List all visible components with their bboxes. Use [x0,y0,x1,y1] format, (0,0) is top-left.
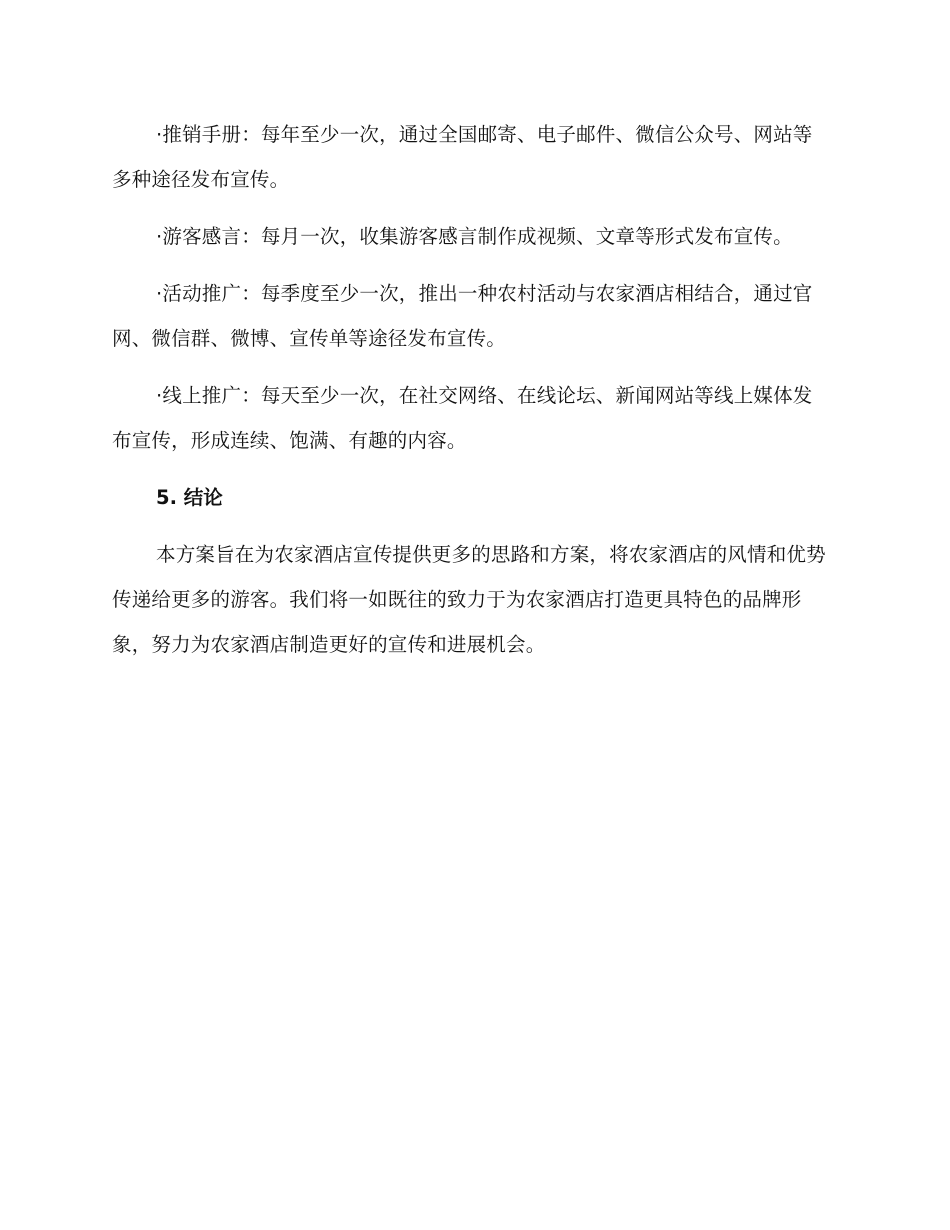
bullet-brochure: ·推销手册：每年至少一次，通过全国邮寄、电子邮件、微信公众号、网站等多种途径发布宣传。 [112,123,813,191]
bullet-online-promotion: ·线上推广：每天至少一次，在社交网络、在线论坛、新闻网站等线上媒体发布宣传，形成连续、饱满、有趣的内容。 [112,384,813,452]
bullet-event-promotion: ·活动推广：每季度至少一次，推出一种农村活动与农家酒店相结合，通过官网、微信群、微博、宣传单等途径发布宣传。 [112,282,813,350]
document-page [112,112,832,667]
conclusion-paragraph: 本方案旨在为农家酒店宣传提供更多的思路和方案，将农家酒店的风情和优势传递给更多的游客。我们将一如既往的致力于为农家酒店打造更具特色的品牌形象，努力为农家酒店制造更好的宣传和进展机会。 [112,543,826,656]
bullet-testimonials: ·游客感言：每月一次，收集游客感言制作成视频、文章等形式发布宣传。 [156,225,793,248]
section-heading-conclusion: 5. 结论 [156,486,223,509]
